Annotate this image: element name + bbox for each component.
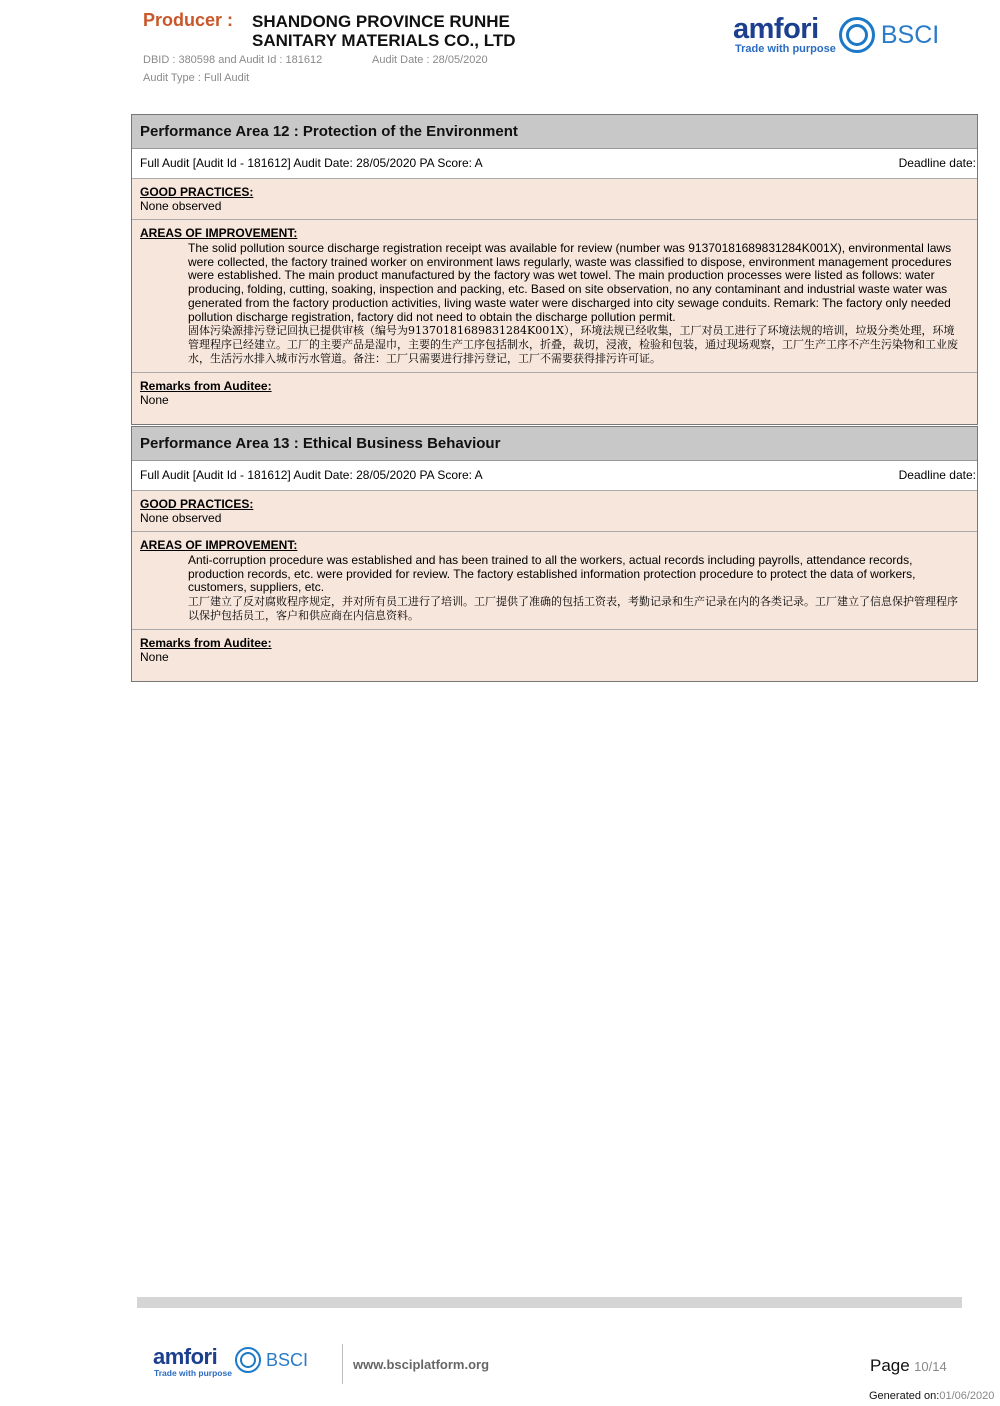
remarks-block bbox=[132, 630, 977, 670]
producer-name bbox=[252, 12, 582, 50]
improvement-text-zh: 工厂建立了反对腐败程序规定，并对所有员工进行了培训。工厂提供了准确的包括工资表，考勤记录和生产记录在内的各类记录。工厂建立了信息保护管理程序以保护包括员工，客户和供应商在内信息资料。 bbox=[188, 595, 958, 623]
generated-value: 01/06/2020 bbox=[939, 1390, 995, 1402]
dbid-text: DBID : 380598 and Audit Id : 181612 bbox=[143, 54, 323, 66]
areas-of-improvement-block bbox=[132, 532, 977, 630]
remarks-value: None bbox=[140, 393, 169, 408]
good-practices-label: GOOD PRACTICES: bbox=[140, 185, 254, 199]
page-label: Page bbox=[870, 1356, 910, 1375]
generated-label: Generated on: bbox=[869, 1390, 940, 1402]
amfori-wordmark: amfori bbox=[733, 13, 819, 45]
audit-type-text: Audit Type : Full Audit bbox=[143, 72, 250, 84]
section-title: Performance Area 12 : Protection of the Environment bbox=[132, 115, 977, 149]
amfori-ring-icon bbox=[235, 1347, 261, 1373]
improvement-text-en: The solid pollution source discharge registration receipt was available for review (number was 91370181689831284K001X), environmental laws were collected, the factory trained worker on environment laws regularly, waste was classified to dispose, environment management procedures were established. The main product manufactured by the factory was wet towel. The main production processes were listed as follows: water producing, folding, cutting, soaking, inspection and packing, etc. Based on site observation, no any contaminant and industrial waste water was generated from the factory production activities, living waste water were discharged into city sewage conduits. Remark: The factory only needed pollution discharge registration, factory did not need to obtain the discharge pollution permit. bbox=[188, 241, 952, 324]
deadline-label: Deadline date: bbox=[898, 468, 976, 482]
footer-bar bbox=[137, 1297, 962, 1308]
generated-on bbox=[869, 1390, 994, 1402]
improvement-label: AREAS OF IMPROVEMENT: bbox=[140, 226, 298, 240]
good-practices-value: None observed bbox=[140, 511, 222, 525]
footer-divider bbox=[342, 1344, 343, 1384]
producer-name-line2: SANITARY MATERIALS CO., LTD bbox=[252, 31, 516, 50]
section-title: Performance Area 13 : Ethical Business Behaviour bbox=[132, 427, 977, 461]
amfori-brand bbox=[733, 14, 836, 55]
remarks-block bbox=[132, 373, 977, 413]
platform-url: www.bsciplatform.org bbox=[353, 1357, 490, 1372]
bsci-wordmark: BSCI bbox=[880, 21, 940, 49]
performance-area-13 bbox=[131, 426, 978, 682]
remarks-label: Remarks from Auditee: bbox=[140, 636, 272, 651]
good-practices-block bbox=[132, 491, 977, 532]
producer-name-line1: SHANDONG PROVINCE RUNHE bbox=[252, 12, 510, 31]
performance-area-12 bbox=[131, 114, 978, 425]
amfori-brand bbox=[153, 1346, 232, 1378]
audit-info-text: Full Audit [Audit Id - 181612] Audit Date: 28/05/2020 PA Score: A bbox=[140, 156, 483, 170]
logo-tagline: Trade with purpose bbox=[735, 43, 836, 55]
amfori-wordmark: amfori bbox=[153, 1344, 218, 1369]
areas-of-improvement-block bbox=[132, 220, 977, 373]
bsci-wordmark: BSCI bbox=[265, 1350, 308, 1370]
remarks-label: Remarks from Auditee: bbox=[140, 379, 272, 394]
footer-amfori-bsci-logo bbox=[153, 1346, 308, 1378]
amfori-bsci-logo bbox=[733, 14, 939, 55]
improvement-body bbox=[140, 554, 969, 623]
good-practices-label: GOOD PRACTICES: bbox=[140, 497, 254, 511]
deadline-label: Deadline date: bbox=[898, 156, 976, 170]
audit-info-row bbox=[132, 149, 977, 179]
improvement-label: AREAS OF IMPROVEMENT: bbox=[140, 538, 298, 552]
amfori-ring-icon bbox=[839, 17, 875, 53]
producer-label: Producer : bbox=[143, 10, 234, 30]
improvement-body bbox=[140, 242, 969, 366]
good-practices-block bbox=[132, 179, 977, 220]
improvement-text-en: Anti-corruption procedure was established and has been trained to all the workers, actual records including payrolls, attendance records, production records, etc. were provided for review. The factory established information protection procedure to protect the data of workers, customers, suppliers, etc. bbox=[188, 553, 916, 595]
page-number bbox=[870, 1356, 947, 1376]
audit-info-text: Full Audit [Audit Id - 181612] Audit Date: 28/05/2020 PA Score: A bbox=[140, 468, 483, 482]
page-value: 10/14 bbox=[914, 1359, 947, 1374]
audit-info-row bbox=[132, 461, 977, 491]
logo-tagline: Trade with purpose bbox=[154, 1368, 232, 1378]
good-practices-value: None observed bbox=[140, 199, 222, 213]
remarks-value: None bbox=[140, 650, 169, 665]
improvement-text-zh: 固体污染源排污登记回执已提供审核（编号为91370181689831284K001X），环境法规已经收集，工厂对员工进行了环境法规的培训，垃圾分类处理，环境管理程序已经建立。工厂的主要产品是湿巾，主要的生产工序包括制水，折叠，裁切，浸液，检验和包装，通过现场观察，工厂生产工序不产生污染物和工业废水，生活污水排入城市污水管道。备注：工厂只需要进行排污登记，工厂不需要获得排污许可证。 bbox=[188, 324, 958, 366]
audit-date-text: Audit Date : 28/05/2020 bbox=[372, 54, 488, 66]
